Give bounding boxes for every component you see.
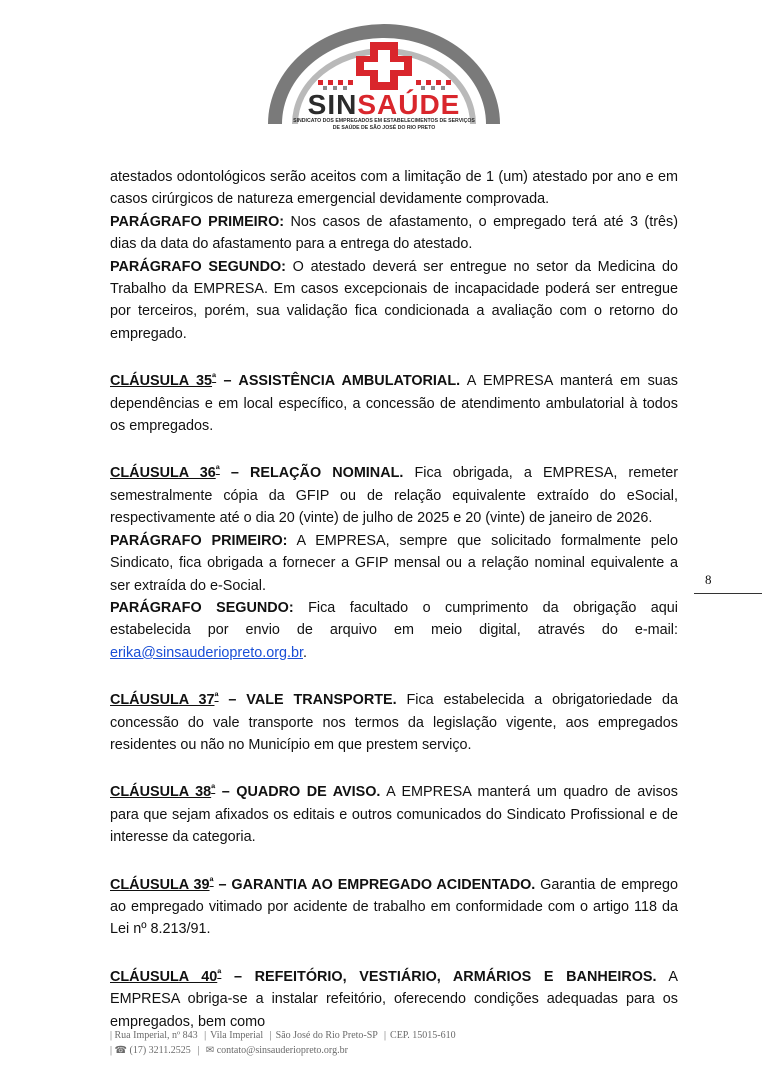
logo-saude: SAÚDE [357, 89, 461, 120]
clause-39: CLÁUSULA $39^ª$ – GARANTIA AO EMPREGADO ACIDENTADO. Garantia de emprego ao empregado vitimado por acidente de trabalho em conformidade com o artigo 118 da Lei nº 8.213/91. [110, 875, 678, 938]
footer [110, 1028, 456, 1058]
footer-cep: CEP. 15015-610 [390, 1030, 456, 1041]
sinsaude-logo [0, 0, 768, 150]
clause-40: CLÁUSULA $40^ª$ – REFEITÓRIO, VESTIÁRIO, ARMÁRIOS E BANHEIROS. A EMPRESA obriga-se a instalar refeitório, oferecendo condições adequadas para os empregados, bem como [110, 967, 678, 1030]
page-number-rule [694, 593, 762, 594]
clause-36: CLÁUSULA $36^ª$ – RELAÇÃO NOMINAL. Fica obrigada, a EMPRESA, remeter semestralmente cópia da GFIP ou de relação equivalente extraído do eSocial, respectivamente até o dia 20 (vinte) de julho de 2025 e 20 (vinte) de janeiro de 2026. [110, 464, 679, 527]
page-number: 8 [705, 572, 712, 587]
footer-address: Rua Imperial, nº 843 [114, 1030, 198, 1041]
cross-icon [356, 42, 412, 90]
logo-sin: SIN [307, 89, 358, 120]
footer-district: Vila Imperial [210, 1030, 264, 1041]
paragraph: PARÁGRAFO PRIMEIRO: Nos casos de afastamento, o empregado terá até 3 (três) dias da data do afastamento para a entrega do atestado. [110, 213, 678, 253]
logo-subtitle-2: DE SAÚDE DE SÃO JOSÉ DO RIO PRETO [332, 125, 436, 131]
svg-text:SINSAÚDE [308, 89, 461, 120]
footer-contact-line: | ☎ (17) 3211.2525 | ✉ contato@sinsauderiopreto.org.br [110, 1045, 348, 1056]
footer-city: São José do Rio Preto-SP [275, 1030, 378, 1041]
email-link[interactable]: erika@sinsauderiopreto.org.br [110, 644, 303, 661]
paragraph: PARÁGRAFO SEGUNDO: Fica facultado o cumprimento da obrigação aqui estabelecida por envio de arquivo em meio digital, através do e-mail: erika@sinsauderiopreto.org.br. [110, 599, 678, 661]
phone-icon: ☎ [114, 1045, 127, 1056]
clause-37: CLÁUSULA $37^ª$ – VALE TRANSPORTE. Fica estabelecida a obrigatoriedade da concessão do vale transporte nos termos da legislação vigente, aos empregados residentes ou não no Município em que prestem serviço. [110, 691, 678, 753]
clause-35: CLÁUSULA $35^ª$ – ASSISTÊNCIA AMBULATORIAL. A EMPRESA manterá em suas dependências e em local específico, a concessão de atendimento ambulatorial à todos os empregados. [110, 372, 678, 435]
paragraph: PARÁGRAFO SEGUNDO: O atestado deverá ser entregue no setor da Medicina do Trabalho da EMPRESA. Em casos excepcionais de incapacidade poderá ser entregue por terceiros, porém, sua validação fica condicionada a avaliação com o retorno do empregado. [110, 258, 678, 342]
paragraph: PARÁGRAFO PRIMEIRO: A EMPRESA, sempre que solicitado formalmente pelo Sindicato, fica obrigada a fornecer a GFIP mensal ou a relação nominal equivalente a ser extraída do e-Social. [110, 532, 679, 594]
mail-icon: ✉ [205, 1045, 215, 1056]
paragraph: atestados odontológicos serão aceitos com a limitação de 1 (um) atestado por ano e em casos cirúrgicos de natureza emergencial devidamente comprovada. [110, 169, 678, 208]
footer-phone: (17) 3211.2525 [129, 1045, 191, 1056]
document-body [110, 166, 678, 1033]
footer-email: contato@sinsauderiopreto.org.br [216, 1045, 348, 1056]
logo-subtitle-1: SINDICATO DOS EMPREGADOS EM ESTABELECIMENTOS DE SERVIÇOS [293, 118, 475, 124]
footer-address-line: | Rua Imperial, nº 843 | Vila Imperial | São José do Rio Preto-SP | CEP. 15015-610 [110, 1030, 456, 1041]
clause-38: CLÁUSULA $38^ª$ – QUADRO DE AVISO. A EMPRESA manterá um quadro de avisos para que sejam afixados os editais e outros comunicados do Sindicato Profissional e de interesse da categoria. [110, 783, 679, 846]
